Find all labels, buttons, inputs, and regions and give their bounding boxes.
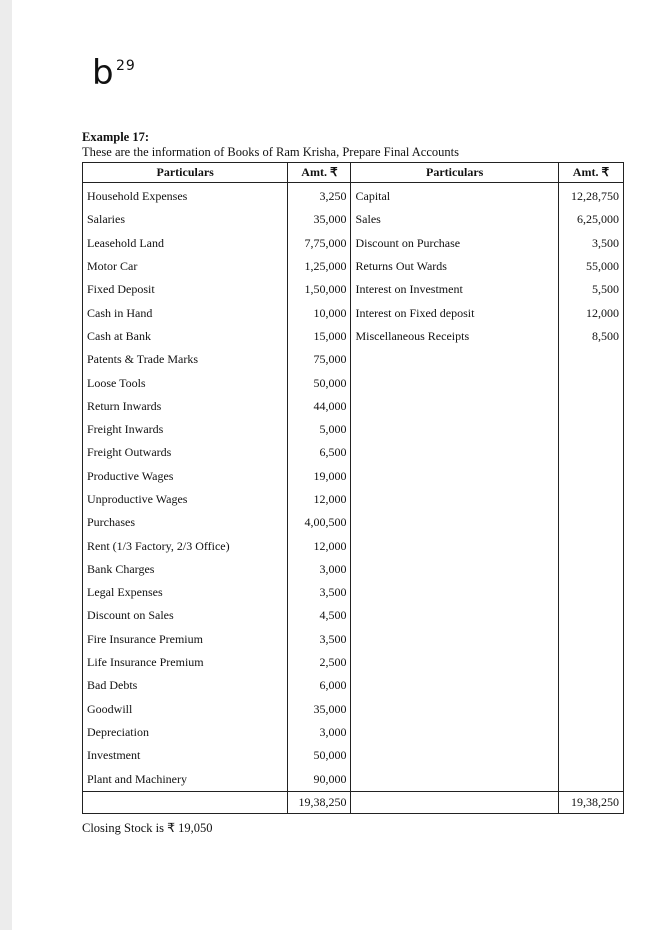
particulars-cell bbox=[351, 698, 558, 721]
amount-cell: 3,500 bbox=[558, 232, 623, 255]
table-row bbox=[83, 395, 624, 418]
table-row bbox=[83, 628, 624, 651]
amount-cell: 4,500 bbox=[288, 604, 351, 627]
header-amount-right: Amt. ₹ bbox=[558, 163, 623, 183]
table-row bbox=[83, 581, 624, 604]
amount-cell: 3,000 bbox=[288, 721, 351, 744]
table-row bbox=[83, 488, 624, 511]
example-title: Example 17: bbox=[82, 130, 150, 144]
closing-stock-note: Closing Stock is ₹ 19,050 bbox=[82, 821, 213, 835]
particulars-cell: Fire Insurance Premium bbox=[83, 628, 288, 651]
amount-cell: 2,500 bbox=[288, 651, 351, 674]
particulars-cell: Returns Out Wards bbox=[351, 255, 558, 278]
amount-cell: 8,500 bbox=[558, 325, 623, 348]
amount-cell bbox=[558, 767, 623, 791]
particulars-cell bbox=[351, 558, 558, 581]
amount-cell: 1,50,000 bbox=[288, 278, 351, 301]
particulars-cell bbox=[351, 418, 558, 441]
amount-cell: 35,000 bbox=[288, 698, 351, 721]
table-row bbox=[83, 183, 624, 209]
table-row bbox=[83, 232, 624, 255]
particulars-cell bbox=[351, 465, 558, 488]
amount-cell: 10,000 bbox=[288, 301, 351, 324]
amount-cell bbox=[558, 465, 623, 488]
table-row bbox=[83, 744, 624, 767]
amount-cell: 50,000 bbox=[288, 371, 351, 394]
amount-cell: 6,000 bbox=[288, 674, 351, 697]
amount-cell bbox=[558, 488, 623, 511]
particulars-cell: Capital bbox=[351, 183, 558, 209]
particulars-cell: Freight Inwards bbox=[83, 418, 288, 441]
table-row bbox=[83, 465, 624, 488]
particulars-cell: Patents & Trade Marks bbox=[83, 348, 288, 371]
table-row bbox=[83, 674, 624, 697]
example-heading bbox=[82, 130, 459, 160]
particulars-cell: Discount on Sales bbox=[83, 604, 288, 627]
amount-cell: 4,00,500 bbox=[288, 511, 351, 534]
particulars-cell bbox=[351, 488, 558, 511]
amount-cell: 6,500 bbox=[288, 441, 351, 464]
particulars-cell bbox=[351, 441, 558, 464]
particulars-cell: Legal Expenses bbox=[83, 581, 288, 604]
amount-cell bbox=[558, 628, 623, 651]
particulars-cell bbox=[351, 721, 558, 744]
table-row bbox=[83, 511, 624, 534]
particulars-cell: Fixed Deposit bbox=[83, 278, 288, 301]
table-row bbox=[83, 255, 624, 278]
particulars-cell: Miscellaneous Receipts bbox=[351, 325, 558, 348]
particulars-cell: Loose Tools bbox=[83, 371, 288, 394]
particulars-cell bbox=[351, 628, 558, 651]
amount-cell: 12,28,750 bbox=[558, 183, 623, 209]
particulars-cell: Discount on Purchase bbox=[351, 232, 558, 255]
amount-cell: 50,000 bbox=[288, 744, 351, 767]
amount-cell: 5,500 bbox=[558, 278, 623, 301]
total-label-cell bbox=[83, 791, 288, 813]
particulars-cell: Salaries bbox=[83, 208, 288, 231]
header-amount-left: Amt. ₹ bbox=[288, 163, 351, 183]
table-row bbox=[83, 278, 624, 301]
total-amount-cell: 19,38,250 bbox=[288, 791, 351, 813]
table-row bbox=[83, 418, 624, 441]
amount-cell bbox=[558, 651, 623, 674]
table-row bbox=[83, 558, 624, 581]
document-page bbox=[12, 0, 645, 930]
particulars-cell bbox=[351, 348, 558, 371]
particulars-cell bbox=[351, 581, 558, 604]
particulars-cell: Productive Wages bbox=[83, 465, 288, 488]
amount-cell: 75,000 bbox=[288, 348, 351, 371]
table-row bbox=[83, 534, 624, 557]
particulars-cell: Cash at Bank bbox=[83, 325, 288, 348]
particulars-cell: Depreciation bbox=[83, 721, 288, 744]
table-row bbox=[83, 348, 624, 371]
trial-balance-table bbox=[82, 162, 624, 814]
table-row bbox=[83, 371, 624, 394]
particulars-cell: Motor Car bbox=[83, 255, 288, 278]
particulars-cell bbox=[351, 744, 558, 767]
particulars-cell bbox=[351, 395, 558, 418]
amount-cell bbox=[558, 721, 623, 744]
table-row bbox=[83, 767, 624, 791]
particulars-cell bbox=[351, 651, 558, 674]
table-row bbox=[83, 721, 624, 744]
amount-cell bbox=[558, 744, 623, 767]
table-total-row bbox=[83, 791, 624, 813]
amount-cell: 12,000 bbox=[288, 534, 351, 557]
total-amount-cell: 19,38,250 bbox=[558, 791, 623, 813]
particulars-cell bbox=[351, 371, 558, 394]
amount-cell bbox=[558, 698, 623, 721]
particulars-cell bbox=[351, 534, 558, 557]
amount-cell: 3,250 bbox=[288, 183, 351, 209]
table-row bbox=[83, 698, 624, 721]
particulars-cell bbox=[351, 511, 558, 534]
particulars-cell: Investment bbox=[83, 744, 288, 767]
amount-cell: 5,000 bbox=[288, 418, 351, 441]
amount-cell: 15,000 bbox=[288, 325, 351, 348]
amount-cell: 7,75,000 bbox=[288, 232, 351, 255]
table-body bbox=[83, 183, 624, 814]
amount-cell: 1,25,000 bbox=[288, 255, 351, 278]
table-row bbox=[83, 441, 624, 464]
amount-cell: 3,000 bbox=[288, 558, 351, 581]
particulars-cell: Freight Outwards bbox=[83, 441, 288, 464]
total-label-cell bbox=[351, 791, 558, 813]
particulars-cell: Bad Debts bbox=[83, 674, 288, 697]
particulars-cell: Unproductive Wages bbox=[83, 488, 288, 511]
example-instruction: These are the information of Books of Ram Krisha, Prepare Final Accounts bbox=[82, 145, 459, 159]
particulars-cell: Plant and Machinery bbox=[83, 767, 288, 791]
amount-cell bbox=[558, 511, 623, 534]
particulars-cell: Household Expenses bbox=[83, 183, 288, 209]
header-particulars-right: Particulars bbox=[351, 163, 558, 183]
handwritten-annotation bbox=[92, 53, 136, 93]
table-row bbox=[83, 301, 624, 324]
header-particulars-left: Particulars bbox=[83, 163, 288, 183]
particulars-cell: Rent (1/3 Factory, 2/3 Office) bbox=[83, 534, 288, 557]
amount-cell: 44,000 bbox=[288, 395, 351, 418]
table-header-row bbox=[83, 163, 624, 183]
particulars-cell: Return Inwards bbox=[83, 395, 288, 418]
annotation-superscript: 29 bbox=[116, 58, 136, 74]
particulars-cell: Sales bbox=[351, 208, 558, 231]
amount-cell bbox=[558, 604, 623, 627]
amount-cell: 90,000 bbox=[288, 767, 351, 791]
particulars-cell: Cash in Hand bbox=[83, 301, 288, 324]
particulars-cell: Purchases bbox=[83, 511, 288, 534]
amount-cell: 3,500 bbox=[288, 581, 351, 604]
particulars-cell: Goodwill bbox=[83, 698, 288, 721]
particulars-cell: Interest on Investment bbox=[351, 278, 558, 301]
amount-cell bbox=[558, 395, 623, 418]
amount-cell: 55,000 bbox=[558, 255, 623, 278]
amount-cell: 12,000 bbox=[288, 488, 351, 511]
table-row bbox=[83, 208, 624, 231]
amount-cell: 3,500 bbox=[288, 628, 351, 651]
particulars-cell: Interest on Fixed deposit bbox=[351, 301, 558, 324]
amount-cell bbox=[558, 674, 623, 697]
amount-cell bbox=[558, 348, 623, 371]
amount-cell bbox=[558, 418, 623, 441]
particulars-cell: Life Insurance Premium bbox=[83, 651, 288, 674]
particulars-cell bbox=[351, 674, 558, 697]
amount-cell bbox=[558, 441, 623, 464]
table-row bbox=[83, 325, 624, 348]
amount-cell bbox=[558, 581, 623, 604]
particulars-cell bbox=[351, 767, 558, 791]
amount-cell: 6,25,000 bbox=[558, 208, 623, 231]
annotation-base: b bbox=[92, 53, 114, 93]
amount-cell bbox=[558, 371, 623, 394]
particulars-cell: Bank Charges bbox=[83, 558, 288, 581]
amount-cell: 35,000 bbox=[288, 208, 351, 231]
particulars-cell: Leasehold Land bbox=[83, 232, 288, 255]
table-row bbox=[83, 604, 624, 627]
particulars-cell bbox=[351, 604, 558, 627]
table-row bbox=[83, 651, 624, 674]
amount-cell: 12,000 bbox=[558, 301, 623, 324]
amount-cell bbox=[558, 534, 623, 557]
amount-cell: 19,000 bbox=[288, 465, 351, 488]
amount-cell bbox=[558, 558, 623, 581]
